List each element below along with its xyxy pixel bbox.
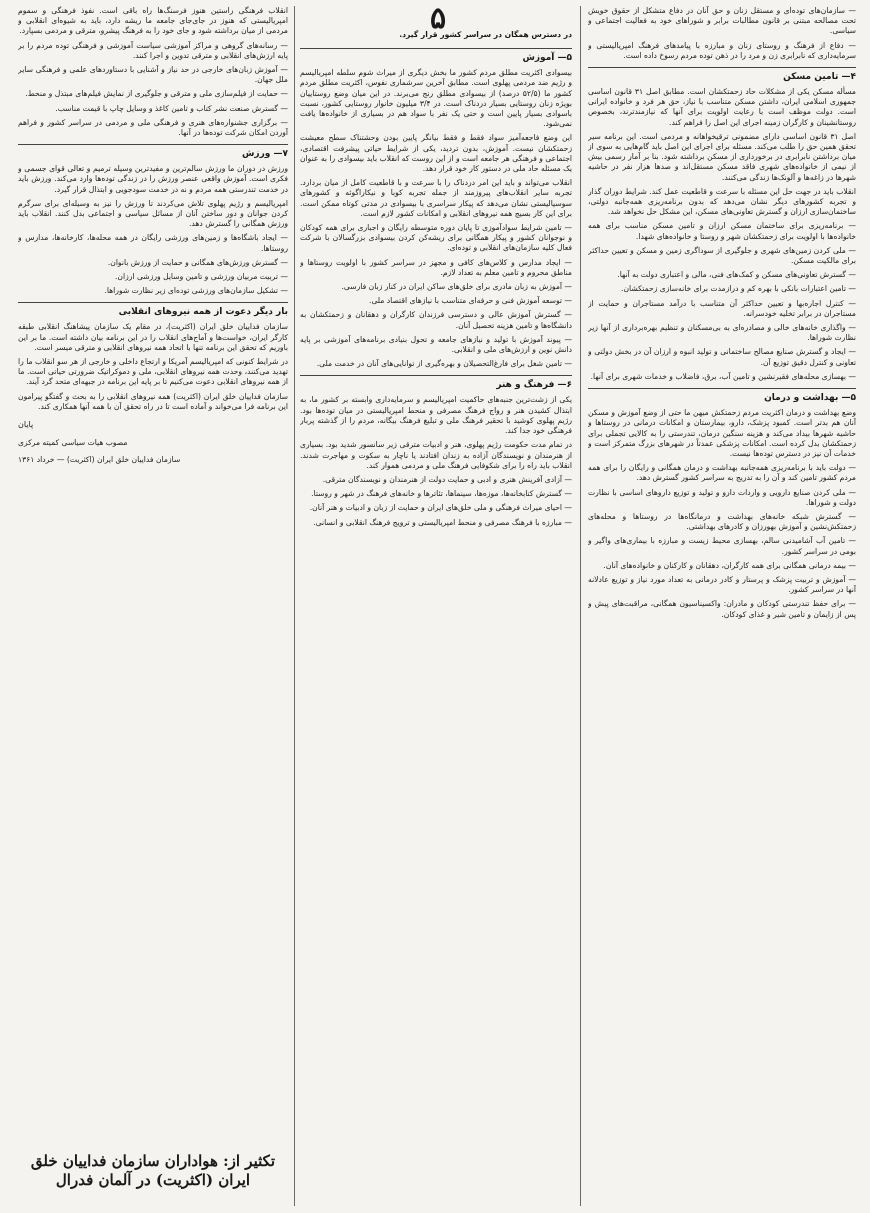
list-item: — برگزاری جشنواره‌های هنری و فرهنگی ملی و مردمی در سراسر کشور و فراهم آوردن امکان شرکت توده‌ها در آنها. (18, 117, 288, 138)
paragraph: ورزش در دوران ما ورزش سالم‌ترین و مفیدترین وسیله ترمیم و تعالی قوای جسمی و فکری است. آموزش واقعی عنصر ورزش را در زندگی توده‌ها وارد می‌کند. ورزش باید در خدمت تندرستی همه مردم و نه در خدمت سودجویی و ابتذال قرار گیرد. (18, 164, 288, 194)
list-item: — ایجاد باشگاه‌ها و زمین‌های ورزشی رایگان در همه محله‌ها، کارخانه‌ها، مدارس و روستاها. (18, 233, 288, 253)
list-item: — گسترش تعاونی‌های مسکن و کمک‌های فنی، مالی و اعتباری دولت به آنها. (617, 270, 856, 280)
paragraph: — دفاع از فرهنگ و روستای زنان و مبارزه با پیامدهای فرهنگ امپریالیستی و سرمایه‌داری که نابرابری زن و مرد را در ذهن توده مردم رسوخ داده است. (588, 40, 856, 60)
section-heading-sports: ۷— ورزش (18, 144, 288, 160)
list-item: — گسترش شبکه خانه‌های بهداشت و درمانگاه‌ها در روستاها و محله‌های زحمتکش‌نشین و آموزش بهورزان و کادرهای بهداشتی. (588, 511, 856, 532)
page-number: ۵ (429, 1, 447, 36)
section-heading-housing: ۴— تامین مسکن (588, 67, 856, 83)
paragraph: وضع بهداشت و درمان اکثریت مردم زحمتکش میهن ما حتی از وضع آموزش و مسکن آنان هم بدتر است. کمبود پزشک، دارو، بیمارستان و امکانات درمانی در روستاها و حاشیه شهرها بیداد می‌کند و هزینه سنگین درمان، تندرستی را به کالایی تجملی برای زحمتکشان بدل کرده است. امکانات پزشکی عمدتاً در شهرهای بزرگ متمرکز است و خدمات آن نیز در دسترس توده‌ها نیست. (588, 408, 856, 458)
paragraph: اصل ۳۱ قانون اساسی دارای مضمونی ترقیخواهانه و مردمی است. این برنامه سیر تحقق همین حق را طلب می‌کند. مسئله برای اجرای این اصل باید گام‌هایی به سوی از میان برداشتن نابرابری در برخورداری از مسکن برداشته شود. بنا بر آمار رسمی بیش از نیمی از خانواده‌های شهری فاقد مسکن مستقل‌اند و صدها هزار نفر در حاشیه شهرها در زاغه‌ها و آلونک‌ها زندگی می‌کنند. (588, 131, 856, 182)
list-item: — آموزش و تربیت پزشک و پرستار و کادر درمانی به تعداد مورد نیاز و توزیع عادلانه آنها در سراسر کشور. (588, 574, 856, 595)
list-item: — پیوند آموزش با تولید و نیازهای جامعه و تحول بنیادی برنامه‌های آموزشی بر پایه دانش نوین و ارزش‌های ملی و انقلابی. (300, 334, 572, 355)
paragraph: یکی از زشت‌ترین جنبه‌های حاکمیت امپریالیسم و سرمایه‌داری وابسته بر کشور ما، به ابتذال کشیدن هنر و رواج فرهنگ مصرفی و منحط امپریالیستی در میان توده‌ها بود. رژیم پهلوی کوشید با تحقیر فرهنگ ملی و تبلیغ فرهنگ بیگانه، مردم را از گذشته پربار فرهنگی خود جدا کند. (300, 395, 572, 436)
paragraph: سازمان فداییان خلق ایران (اکثریت)، در مقام یک سازمان پیشاهنگ انقلابی طبقه کارگر ایران، خواست‌ها و آماج‌های انقلاب را در این برنامه بیان داشته است. ما بر این باوریم که تحقق این برنامه تنها با اتحاد همه نیروهای انقلابی و مترقی میسر است. (18, 322, 288, 352)
continuation-line: در دسترس همگان در سراسر کشور قرار گیرد. (399, 30, 572, 39)
paragraph: انقلاب فرهنگی راستین هنوز فرسنگ‌ها راه باقی است. نفوذ فرهنگی و سموم امپریالیستی که هنوز در جای‌جای جامعه ما ریشه دارد، باید به شیوه‌ای انقلابی و مردمی از میان برداشته شود و جای خود را به فرهنگ پیشرو، مترقی و مردمی بسپارد. (18, 6, 288, 36)
list-item: — ایجاد مدارس و کلاس‌های کافی و مجهز در سراسر کشور با اولویت روستاها و مناطق محروم و تامین معلم به تعداد لازم. (300, 257, 572, 277)
list-item: — تامین آب آشامیدنی سالم، بهسازی محیط زیست و مبارزه با بیماری‌های واگیر و بومی در سراسر کشور. (588, 536, 856, 556)
list-item: — حمایت از فیلم‌سازی ملی و مترقی و جلوگیری از نمایش فیلم‌های مبتذل و منحط. (25, 89, 288, 99)
list-item: — برنامه‌ریزی برای ساختمان مسکن ارزان و تامین مسکن مناسب برای همه خانواده‌ها با اولویت برای زحمتکشان شهر و روستا و خانواده‌های شهدا. (588, 221, 856, 241)
list-item: — تامین شرایط سوادآموزی تا پایان دوره متوسطه رایگان و اجباری برای همه کودکان و نوجوانان کشور و پیکار همگانی برای ریشه‌کن کردن بیسوادی بزرگسالان با شرکت فعال کلیه سازمان‌های انقلابی و توده‌ای. (300, 223, 572, 253)
list-item: — کنترل اجاره‌بها و تعیین حداکثر آن متناسب با درآمد مستاجران و حمایت از مستاجران در برابر تخلیه خودسرانه. (588, 298, 856, 318)
section-heading-education: ۵— آموزش (300, 48, 572, 64)
signature-line: سازمان فداییان خلق ایران (اکثریت) — خرداد ۱۳۶۱ (18, 454, 181, 464)
paragraph: بیسوادی اکثریت مطلق مردم کشور ما بخش دیگری از میراث شوم سلطه امپریالیسم و رژیم ضد مردمی پهلوی است. مطابق آخرین سرشماری نفوس، اکثریت مطلق مردم کشور ما (۵۲/۵ درصد) از بیسوادی مطلق رنج می‌برند. در این میان وضع روستاییان بویژه زنان روستایی بسیار دردناک است. در ۳/۴ میلیون خانوار روستایی کشور، نسبت باسوادی بسیار پایین است و حتی یک نفر با سواد هم در بسیاری از خانواده‌ها یافت نمی‌شود. (300, 68, 572, 129)
list-item: — گسترش آموزش عالی و دسترسی فرزندان کارگران و دهقانان و زحمتکشان به دانشگاه‌ها و تامین هزینه تحصیل آنان. (300, 310, 572, 330)
paragraph: سازمان فداییان خلق ایران (اکثریت) همه نیروهای انقلابی را به بحث و گفتگو پیرامون این برنامه فرا می‌خواند و آماده است تا در راه تحقق آن با همه آنها همکاری کند. (18, 391, 288, 411)
list-item: — ملی کردن صنایع دارویی و واردات دارو و تولید و توزیع داروهای اساسی با نظارت دولت و شوراها. (588, 487, 856, 507)
middle-column (300, 30, 572, 1208)
list-item: — آموزش زبان‌های خارجی در حد نیاز و آشنایی با دستاوردهای علمی و فرهنگی سایر ملل جهان. (18, 65, 288, 85)
column-divider (580, 6, 581, 1206)
list-item: — گسترش ورزش‌های همگانی و حمایت از ورزش بانوان. (107, 257, 288, 267)
paragraph: در تمام مدت حکومت رژیم پهلوی، هنر و ادبیات مترقی زیر سانسور شدید بود. بسیاری از هنرمندان و نویسندگان آزاده به زندان افتادند یا ناچار به سکوت و مهاجرت شدند. انقلاب باید راه را برای شکوفایی فرهنگ ملی و مردمی هموار کند. (300, 440, 572, 470)
paragraph: امپریالیسم و رژیم پهلوی تلاش می‌کردند تا ورزش را نیز به وسیله‌ای برای سرگرم کردن جوانان و دور ساختن آنان از مسائل سیاسی و اجتماعی بدل کنند. انقلاب باید ورزش همگانی را گسترش دهد. (18, 198, 288, 229)
list-item: — توسعه آموزش فنی و حرفه‌ای متناسب با نیازهای اقتصاد ملی. (369, 296, 572, 306)
list-item: — تشکیل سازمان‌های ورزشی توده‌ای زیر نظارت شوراها. (104, 286, 288, 296)
list-item: — بهسازی محله‌های فقیرنشین و تامین آب، برق، فاضلاب و خدمات شهری برای آنها. (590, 371, 856, 381)
list-item: — احیای میراث فرهنگی و ملی خلق‌های ایران و حمایت از زبان و ادبیات و هنر آنان. (309, 503, 572, 513)
paragraph: انقلاب می‌تواند و باید این امر دردناک را با سرعت و با قاطعیت کامل از میان بردارد. تجربه سایر انقلاب‌های پیروزمند از جمله تجربه کوبا و نیکاراگوئه و کشورهای سوسیالیستی نشان می‌دهد که پیکار سراسری با بیسوادی در مدتی کوتاه ممکن است. برای این کار بسیج همه نیروهای انقلابی و امکانات کشور لازم است. (300, 178, 572, 218)
end-mark: پایان (18, 420, 34, 430)
list-item: — بیمه درمانی همگانی برای همه کارگران، دهقانان و کارکنان و خانواده‌های آنان. (603, 560, 856, 570)
column-divider (294, 6, 295, 1206)
paragraph: انقلاب باید در جهت حل این مسئله با سرعت و قاطعیت عمل کند. شرایط دوران گذار و تجربه کشورهای دیگر نشان می‌دهد که بدون برنامه‌ریزی همه‌جانبه دولتی، ساختمان‌سازی ارزان و گسترش تعاونی‌های مسکن، این مشکل حل نخواهد شد. (588, 186, 856, 217)
section-heading-culture: ۶— فرهنگ و هنر (300, 375, 572, 391)
paragraph: — سازمان‌های توده‌ای و مستقل زنان و حق آنان در دفاع متشکل از حقوق خویش تحت مصالحه مبتنی بر قانون مطالبات برابر و شوراهای خود به فعالیت اجتماعی و سیاسی. (588, 6, 856, 36)
section-heading-health: ۵— بهداشت و درمان (588, 388, 856, 404)
list-item: — گسترش صنعت نشر کتاب و تامین کاغذ و وسایل چاپ با قیمت مناسب. (55, 103, 288, 113)
list-item: — ملی کردن زمین‌های شهری و جلوگیری از سوداگری زمین و مسکن و تعیین حداکثر برای مالکیت مسکن. (588, 245, 856, 266)
list-item: — واگذاری خانه‌های خالی و مصادره‌ای به بی‌مسکنان و تنظیم بهره‌برداری از آنها زیر نظارت شوراها. (588, 323, 856, 343)
list-item: — تربیت مربیان ورزشی و تامین وسایل ورزشی ارزان. (115, 272, 288, 282)
list-item: — گسترش کتابخانه‌ها، موزه‌ها، سینماها، تئاترها و خانه‌های فرهنگ در شهر و روستا. (311, 489, 572, 499)
list-item: — تامین شغل برای فارغ‌التحصیلان و بهره‌گیری از توانایی‌های آنان در خدمت ملی. (316, 359, 572, 369)
list-item: — آموزش به زبان مادری برای خلق‌های ساکن ایران در کنار زبان فارسی. (341, 282, 572, 292)
paragraph: این وضع فاجعه‌آمیز سواد فقط و فقط بیانگر پایین بودن وحشتناک سطح معیشت زحمتکشان نیست. آموزش، بدون تردید، یکی از شرایط حیاتی پیشرفت اقتصادی، اجتماعی و فرهنگی هر جامعه است و از این روست که انقلاب باید بیسوادی را به عنوان یک مسئله حاد ملی در دستور کار خود قرار دهد. (300, 133, 572, 174)
reprint-banner: تکثیر از: هواداران سازمان فداییان خلق ایران (اکثریت) در آلمان فدرال (30, 1152, 276, 1189)
list-item: — ایجاد و گسترش صنایع مصالح ساختمانی و تولید انبوه و ارزان آن در بخش دولتی و تعاونی و کنترل دقیق توزیع آن. (588, 347, 856, 367)
list-item: — برای حفظ تندرستی کودکان و مادران: واکسیناسیون همگانی، مراقبت‌های پیش و پس از زایمان و تامین شیر و غذای کودکان. (588, 599, 856, 619)
list-item: — دولت باید با برنامه‌ریزی همه‌جانبه بهداشت و درمان همگانی و رایگان را برای همه مردم کشور تامین کند و آن را به تدریج به سراسر کشور گسترش دهد. (588, 463, 856, 483)
signature-line: مصوب هیات سیاسی کمیته مرکزی (18, 438, 128, 448)
right-column (588, 6, 856, 1206)
paragraph: مسأله مسکن یکی از مشکلات حاد زحمتکشان است. مطابق اصل ۳۱ قانون اساسی جمهوری اسلامی ایران، داشتن مسکن متناسب با نیاز، حق هر فرد و خانواده ایرانی است. دولت موظف است با رعایت اولویت برای آنها که نیازمندترند، بخصوص روستانشینان و کارگران زمینه اجرای این اصل را فراهم کند. (588, 87, 856, 127)
list-item: — آزادی آفرینش هنری و ادبی و حمایت دولت از هنرمندان و نویسندگان مترقی. (322, 474, 572, 484)
section-heading-appeal: بار دیگر دعوت از همه نیروهای انقلابی (18, 302, 288, 318)
list-item: — رسانه‌های گروهی و مراکز آموزشی سیاست آموزشی و فرهنگی توده مردم را بر پایه ارزش‌های انقلابی و مترقی تدوین و اجرا کنند. (18, 40, 288, 60)
paragraph: در شرایط کنونی که امپریالیسم آمریکا و ارتجاع داخلی و خارجی از هر سو انقلاب ما را تهدید می‌کنند، وحدت همه نیروهای انقلابی، ملی و دموکراتیک ضرورتی حیاتی است. ما از همه نیروهای انقلابی دعوت می‌کنیم تا بر پایه این برنامه در جبهه‌ای متحد گرد آیند. (18, 357, 288, 387)
left-column (18, 6, 288, 1202)
list-item: — تامین اعتبارات بانکی با بهره کم و درازمدت برای خانه‌سازی زحمتکشان. (621, 284, 856, 294)
list-item: — مبارزه با فرهنگ مصرفی و منحط امپریالیستی و ترویج فرهنگ انقلابی و انسانی. (313, 517, 572, 527)
